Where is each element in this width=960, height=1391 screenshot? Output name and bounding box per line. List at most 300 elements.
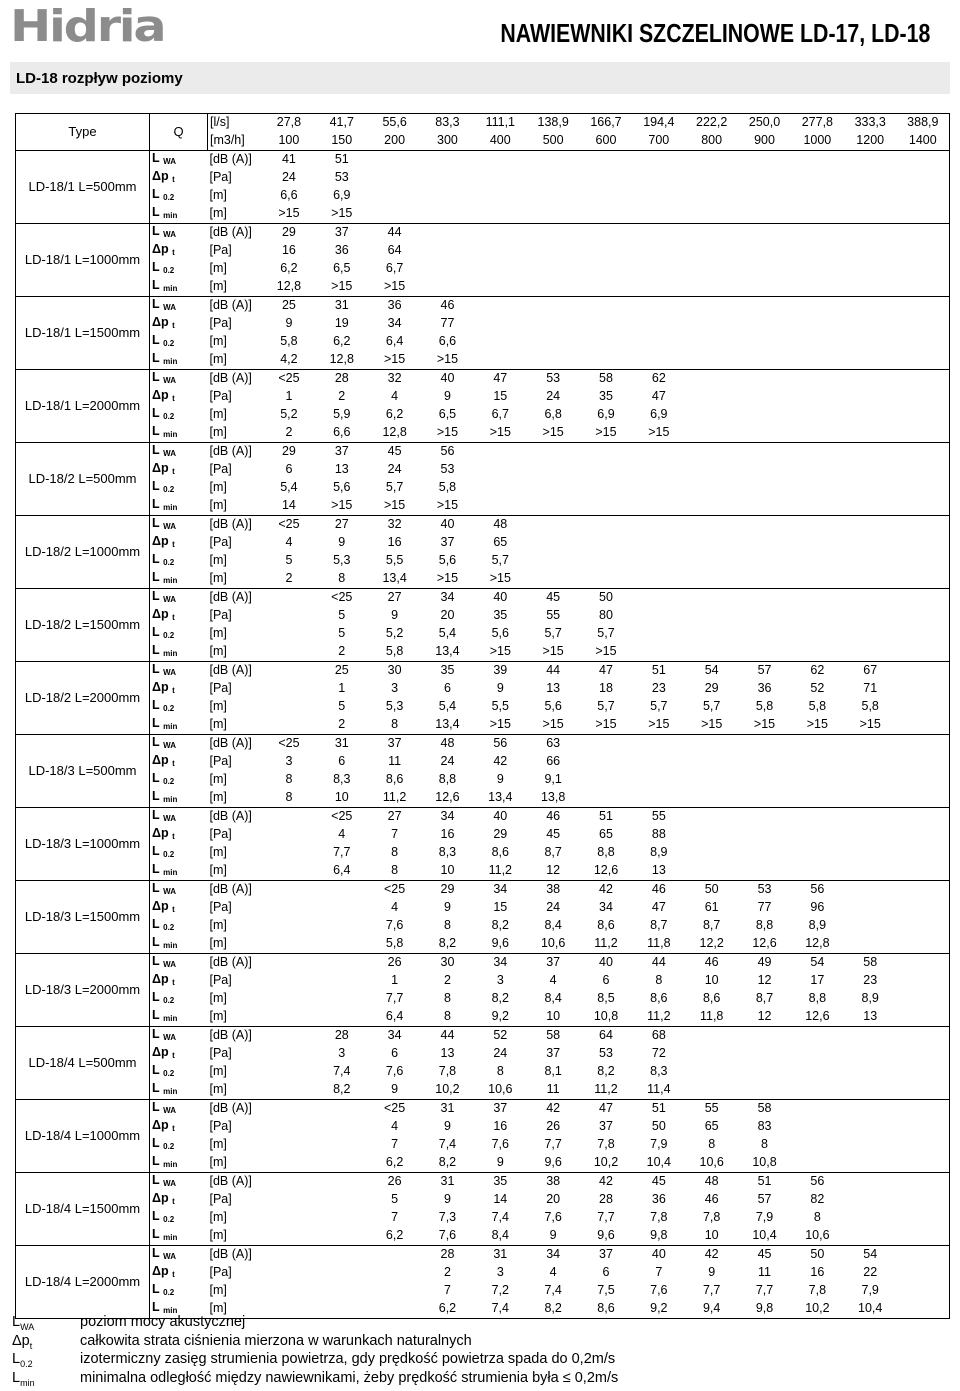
- value-cell: [632, 534, 685, 552]
- value-cell: 64: [387, 243, 402, 258]
- value-cell: [685, 515, 738, 534]
- value-cell: [897, 1191, 950, 1209]
- value-cell: [791, 1045, 844, 1063]
- value-cell: [527, 242, 580, 260]
- value-cell: 13,8: [540, 790, 566, 805]
- value-cell: 40: [632, 1245, 685, 1264]
- value-cell: 46: [704, 1192, 719, 1207]
- value-cell: [791, 424, 844, 443]
- flow-value-ls: 55,6: [368, 114, 421, 132]
- value-cell: [580, 260, 633, 278]
- value-cell: [580, 552, 633, 570]
- value-cell: 11: [758, 1265, 771, 1280]
- value-cell: 49: [738, 953, 791, 972]
- value-cell: 46: [421, 296, 474, 315]
- value-cell: [897, 953, 950, 972]
- value-cell: [738, 388, 791, 406]
- value-cell: [632, 260, 685, 278]
- value-cell: [738, 570, 791, 589]
- value-cell: [580, 534, 633, 552]
- param-unit: [Pa]: [209, 1192, 232, 1207]
- value-cell: 28: [315, 369, 368, 388]
- value-cell: 8,6: [491, 845, 509, 860]
- value-cell: [738, 625, 791, 643]
- value-cell: 8: [285, 790, 293, 805]
- value-cell: 7,7: [385, 991, 404, 1006]
- value-cell: [844, 862, 897, 881]
- value-cell: [791, 1099, 844, 1118]
- param-unit: [Pa]: [209, 1046, 232, 1061]
- table-row: [16, 625, 950, 643]
- value-cell: 7,7: [333, 845, 351, 860]
- param-unit: [m]: [209, 845, 227, 860]
- value-cell: [263, 643, 316, 662]
- value-cell: 7: [443, 1283, 451, 1298]
- value-cell: [738, 442, 791, 461]
- value-cell: 7,6: [385, 1064, 404, 1079]
- value-cell: 8,6: [580, 1300, 633, 1319]
- table-row: [16, 1136, 950, 1154]
- section-title: LD-18 rozpływ poziomy: [16, 70, 183, 87]
- value-cell: [685, 369, 738, 388]
- value-cell: [738, 807, 791, 826]
- param-symbol: Δp: [152, 241, 169, 256]
- value-cell: 48: [685, 1172, 738, 1191]
- value-cell: 10,8: [593, 1009, 619, 1024]
- value-cell: 29: [263, 442, 316, 461]
- value-cell: [738, 1063, 791, 1081]
- table-row: [16, 369, 950, 388]
- param-symbol: L: [152, 916, 160, 931]
- value-cell: [685, 826, 738, 844]
- param-unit: [dB (A)]: [208, 661, 263, 680]
- table-row: [16, 406, 950, 424]
- value-cell: 9: [443, 1192, 451, 1207]
- param-unit: [m]: [209, 279, 227, 294]
- type-cell: LD-18/3 L=1000mm: [16, 807, 150, 880]
- value-cell: 7,3: [438, 1210, 457, 1225]
- value-cell: 8: [443, 1009, 451, 1024]
- value-cell: [685, 789, 738, 808]
- value-cell: 32: [368, 515, 421, 534]
- param-unit: [Pa]: [209, 170, 232, 185]
- value-cell: [844, 187, 897, 205]
- flow-value-m3h: 500: [542, 133, 564, 148]
- param-unit: [dB (A)]: [208, 588, 263, 607]
- value-cell: 24: [493, 1046, 508, 1061]
- value-cell: [685, 187, 738, 205]
- value-cell: 44: [421, 1026, 474, 1045]
- value-cell: [685, 497, 738, 516]
- param-subscript: WA: [163, 156, 177, 166]
- value-cell: <25: [368, 880, 421, 899]
- value-cell: [632, 753, 685, 771]
- value-cell: 5,2: [280, 407, 298, 422]
- table-row: [16, 242, 950, 260]
- param-label: [150, 424, 208, 443]
- value-cell: >15: [331, 498, 353, 513]
- value-cell: [791, 1154, 844, 1173]
- value-cell: 10: [440, 863, 455, 878]
- value-cell: [897, 1209, 950, 1227]
- param-unit: [Pa]: [209, 681, 232, 696]
- value-cell: [685, 1026, 738, 1045]
- param-unit: [m]: [209, 1009, 227, 1024]
- value-cell: [632, 351, 685, 370]
- value-cell: [685, 552, 738, 570]
- value-cell: 36: [757, 681, 772, 696]
- value-cell: [897, 935, 950, 954]
- table-row: [16, 333, 950, 351]
- value-cell: [844, 442, 897, 461]
- param-subscript: min: [163, 502, 178, 512]
- value-cell: [474, 278, 527, 297]
- type-cell: LD-18/3 L=500mm: [16, 734, 150, 807]
- value-cell: 6,2: [333, 334, 351, 349]
- table-row: [16, 880, 950, 899]
- table-row: [16, 570, 950, 589]
- param-subscript: 0.2: [163, 922, 175, 932]
- value-cell: [263, 1099, 316, 1118]
- value-cell: [844, 479, 897, 497]
- value-cell: 8,2: [438, 936, 457, 951]
- param-symbol: L: [152, 1299, 160, 1314]
- param-unit: [m]: [209, 261, 227, 276]
- value-cell: [263, 1136, 316, 1154]
- value-cell: [844, 625, 897, 643]
- value-cell: 12: [757, 973, 772, 988]
- value-cell: [632, 515, 685, 534]
- param-unit: [Pa]: [209, 900, 232, 915]
- param-subscript: 0.2: [163, 630, 175, 640]
- value-cell: [791, 607, 844, 625]
- param-label: [150, 734, 208, 753]
- value-cell: 45: [368, 442, 421, 461]
- value-cell: 13,4: [488, 790, 513, 805]
- value-cell: [844, 351, 897, 370]
- table-row: [16, 388, 950, 406]
- value-cell: [897, 369, 950, 388]
- value-cell: [685, 862, 738, 881]
- param-subscript: t: [172, 1123, 175, 1133]
- value-cell: 55: [546, 608, 561, 623]
- param-unit: [m]: [209, 1082, 227, 1097]
- value-cell: [474, 333, 527, 351]
- param-unit: [Pa]: [209, 827, 232, 842]
- value-cell: [844, 296, 897, 315]
- value-cell: 8,2: [527, 1300, 580, 1319]
- value-cell: 8,9: [861, 991, 879, 1006]
- value-cell: 10: [704, 1228, 719, 1243]
- param-unit: [m]: [209, 626, 227, 641]
- value-cell: 16: [493, 1119, 508, 1134]
- param-label: [150, 880, 208, 899]
- flow-value-m3h: 800: [701, 133, 723, 148]
- param-symbol: L: [152, 423, 160, 438]
- param-unit: [Pa]: [209, 608, 232, 623]
- value-cell: [263, 1172, 316, 1191]
- flow-value-m3h: 600: [595, 133, 617, 148]
- value-cell: [897, 315, 950, 333]
- value-cell: [844, 1026, 897, 1045]
- value-cell: [791, 753, 844, 771]
- table-row: [16, 607, 950, 625]
- value-cell: [791, 1081, 844, 1100]
- value-cell: 68: [632, 1026, 685, 1045]
- value-cell: [580, 515, 633, 534]
- param-symbol: L: [152, 569, 160, 584]
- flow-value-ls: 194,4: [632, 114, 685, 132]
- param-unit: [dB (A)]: [208, 442, 263, 461]
- value-cell: [527, 260, 580, 278]
- table-row: [16, 1191, 950, 1209]
- value-cell: 5,8: [385, 936, 404, 951]
- value-cell: 7,5: [597, 1283, 615, 1298]
- value-cell: 24: [546, 389, 561, 404]
- value-cell: [632, 588, 685, 607]
- value-cell: 5: [338, 626, 346, 641]
- value-cell: [791, 515, 844, 534]
- value-cell: 30: [421, 953, 474, 972]
- value-cell: 8: [443, 918, 451, 933]
- company-logo: Hidria: [10, 1, 165, 52]
- param-unit: [dB (A)]: [208, 150, 263, 169]
- value-cell: [685, 205, 738, 224]
- value-cell: [263, 862, 316, 881]
- value-cell: [421, 278, 474, 297]
- value-cell: [580, 223, 633, 242]
- value-cell: [474, 223, 527, 242]
- value-cell: 24: [440, 754, 455, 769]
- param-subscript: WA: [163, 229, 177, 239]
- param-label: [150, 223, 208, 242]
- value-cell: [580, 479, 633, 497]
- value-cell: [263, 880, 316, 899]
- param-subscript: t: [172, 758, 175, 768]
- value-cell: 12,8: [382, 425, 407, 440]
- value-cell: >15: [806, 717, 828, 732]
- value-cell: [685, 479, 738, 497]
- value-cell: [897, 461, 950, 479]
- param-label: [150, 406, 208, 424]
- table-row: [16, 223, 950, 242]
- value-cell: [738, 534, 791, 552]
- value-cell: [527, 570, 580, 589]
- param-subscript: WA: [163, 1032, 177, 1042]
- value-cell: 8,7: [544, 845, 562, 860]
- value-cell: >15: [278, 206, 300, 221]
- value-cell: 40: [580, 953, 633, 972]
- value-cell: [844, 333, 897, 351]
- param-subscript: min: [163, 210, 178, 220]
- param-subscript: min: [163, 1013, 178, 1023]
- type-cell: LD-18/4 L=2000mm: [16, 1245, 150, 1318]
- value-cell: 19: [334, 316, 349, 331]
- value-cell: 6,7: [385, 261, 404, 276]
- value-cell: [632, 205, 685, 224]
- param-subscript: t: [172, 174, 175, 184]
- value-cell: 29: [263, 223, 316, 242]
- value-cell: [844, 1209, 897, 1227]
- value-cell: [263, 1209, 316, 1227]
- value-cell: 8,6: [597, 918, 615, 933]
- param-label: [150, 242, 208, 260]
- table-row: [16, 807, 950, 826]
- value-cell: 4: [338, 827, 346, 842]
- param-subscript: WA: [163, 813, 177, 823]
- value-cell: 20: [440, 608, 455, 623]
- value-cell: [791, 442, 844, 461]
- value-cell: 50: [685, 880, 738, 899]
- value-cell: 6: [285, 462, 293, 477]
- value-cell: 5,5: [491, 699, 509, 714]
- param-unit: [dB (A)]: [208, 1026, 263, 1045]
- table-row: [16, 278, 950, 297]
- param-symbol: L: [152, 807, 160, 822]
- value-cell: [738, 260, 791, 278]
- value-cell: 56: [791, 1172, 844, 1191]
- value-cell: 27: [368, 588, 421, 607]
- value-cell: 16: [387, 535, 402, 550]
- param-subscript: 0.2: [163, 776, 175, 786]
- value-cell: 24: [546, 900, 561, 915]
- value-cell: 8,3: [438, 845, 457, 860]
- param-label: [150, 1008, 208, 1027]
- value-cell: 65: [599, 827, 613, 842]
- param-unit: [m]: [209, 699, 227, 714]
- value-cell: 31: [421, 1172, 474, 1191]
- value-cell: 45: [527, 588, 580, 607]
- value-cell: 8,7: [755, 991, 774, 1006]
- value-cell: [738, 497, 791, 516]
- value-cell: 8,6: [385, 772, 404, 787]
- value-cell: 8,3: [650, 1064, 668, 1079]
- table-row: [16, 1282, 950, 1300]
- value-cell: 35: [599, 389, 613, 404]
- value-cell: [738, 242, 791, 260]
- value-cell: [897, 296, 950, 315]
- flow-value-m3h: 150: [331, 133, 353, 148]
- value-cell: 13: [334, 462, 349, 477]
- value-cell: 5,6: [438, 553, 457, 568]
- value-cell: [527, 223, 580, 242]
- value-cell: 7: [391, 1210, 399, 1225]
- type-header: Type: [16, 114, 150, 151]
- value-cell: [527, 315, 580, 333]
- value-cell: [791, 862, 844, 881]
- table-row: [16, 917, 950, 935]
- performance-table: [15, 113, 950, 1319]
- value-cell: 88: [651, 827, 666, 842]
- value-cell: [685, 588, 738, 607]
- value-cell: 6: [391, 1046, 399, 1061]
- table-row: [16, 1045, 950, 1063]
- value-cell: 2: [338, 644, 346, 659]
- value-cell: 44: [368, 223, 421, 242]
- value-cell: [844, 315, 897, 333]
- value-cell: [474, 242, 527, 260]
- value-cell: [315, 1227, 368, 1246]
- value-cell: 44: [632, 953, 685, 972]
- value-cell: >15: [595, 425, 617, 440]
- value-cell: [685, 351, 738, 370]
- value-cell: [844, 1154, 897, 1173]
- table-row: [16, 534, 950, 552]
- param-symbol: Δp: [152, 679, 169, 694]
- type-cell: LD-18/1 L=2000mm: [16, 369, 150, 442]
- value-cell: [685, 150, 738, 169]
- value-cell: [791, 461, 844, 479]
- legend-symbol-sub: 0.2: [20, 1358, 33, 1369]
- value-cell: [685, 1081, 738, 1100]
- param-label: [150, 552, 208, 570]
- legend-text: poziom mocy akustycznej: [80, 1314, 246, 1330]
- param-subscript: 0.2: [163, 1068, 175, 1078]
- value-cell: 15: [493, 389, 508, 404]
- table-row: [16, 315, 950, 333]
- param-symbol: L: [152, 770, 160, 785]
- param-symbol: L: [152, 478, 160, 493]
- value-cell: >15: [436, 498, 459, 513]
- param-symbol: L: [152, 204, 160, 219]
- value-cell: <25: [315, 588, 368, 607]
- param-symbol: L: [152, 186, 160, 201]
- value-cell: 53: [599, 1046, 613, 1061]
- value-cell: 7,4: [491, 1210, 509, 1225]
- value-cell: 8,2: [333, 1082, 351, 1097]
- value-cell: 9: [443, 389, 451, 404]
- param-symbol: Δp: [152, 168, 169, 183]
- value-cell: [685, 260, 738, 278]
- table-row: [16, 1172, 950, 1191]
- value-cell: [791, 1026, 844, 1045]
- value-cell: [897, 734, 950, 753]
- value-cell: [738, 369, 791, 388]
- value-cell: 6,7: [491, 407, 509, 422]
- param-subscript: min: [163, 429, 178, 439]
- param-unit: [m]: [209, 1283, 227, 1298]
- value-cell: 12: [757, 1009, 772, 1024]
- value-cell: [844, 242, 897, 260]
- param-symbol: L: [152, 296, 160, 311]
- value-cell: 6,8: [544, 407, 562, 422]
- value-cell: 30: [368, 661, 421, 680]
- legend-symbol-sub: min: [20, 1377, 35, 1388]
- value-cell: 24: [281, 170, 296, 185]
- table-row: [16, 643, 950, 662]
- value-cell: 6,2: [385, 1228, 404, 1243]
- value-cell: 7: [655, 1265, 663, 1280]
- value-cell: [897, 242, 950, 260]
- value-cell: 80: [599, 608, 613, 623]
- value-cell: [791, 807, 844, 826]
- param-unit: [m]: [209, 1064, 227, 1079]
- value-cell: [897, 698, 950, 716]
- param-subscript: t: [172, 466, 175, 476]
- value-cell: 9,8: [738, 1300, 791, 1319]
- value-cell: 47: [580, 1099, 633, 1118]
- value-cell: [844, 807, 897, 826]
- value-cell: 9: [549, 1228, 557, 1243]
- param-label: [150, 570, 208, 589]
- value-cell: [632, 242, 685, 260]
- value-cell: 4: [391, 389, 399, 404]
- value-cell: 36: [334, 243, 349, 258]
- value-cell: 4: [391, 1119, 399, 1134]
- param-unit: [Pa]: [209, 754, 232, 769]
- value-cell: 53: [440, 462, 455, 477]
- value-cell: 3: [338, 1046, 346, 1061]
